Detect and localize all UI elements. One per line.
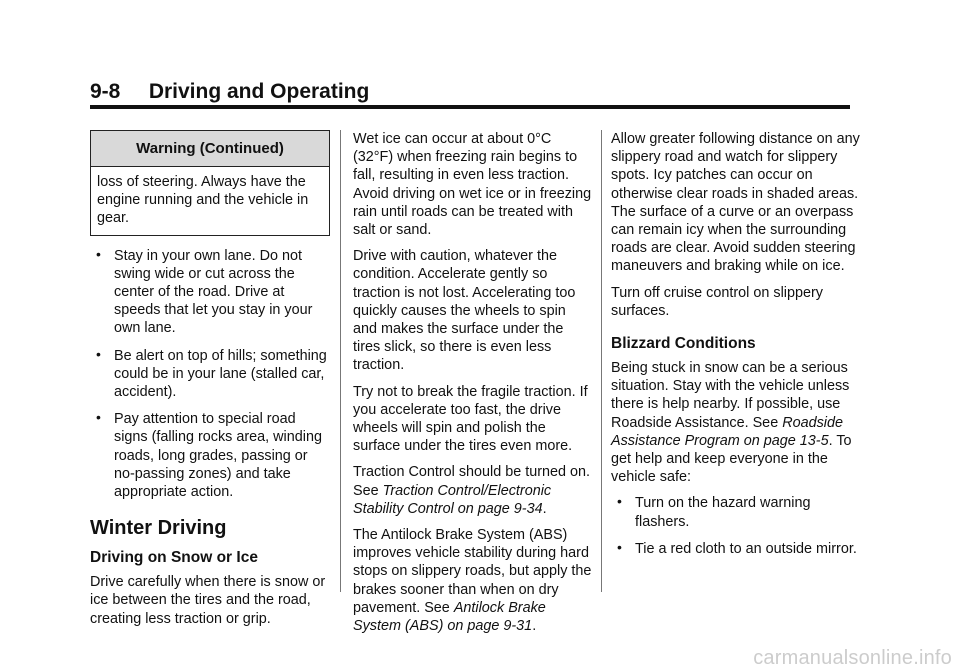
watermark-text: carmanualsonline.info (753, 647, 952, 669)
list-item: • Stay in your own lane. Do not swing wide or cut across the center of the road. Drive at speeds that let you stay in your own lane. (90, 247, 330, 338)
bullet-list-1 (90, 247, 330, 502)
chapter-title: Driving and Operating (148, 80, 370, 103)
cross-reference-link[interactable]: Roadside Assistance Program on page 13-5 (611, 414, 844, 449)
warning-box (90, 130, 330, 236)
warning-body: loss of steering. Always have the engine running and the vehicle in gear. (97, 174, 309, 227)
list-item: • Be alert on top of hills; something could be in your lane (stalled car, accident). (90, 347, 330, 402)
section-title: Winter Driving (90, 517, 227, 540)
subsection-title: Blizzard Conditions (611, 335, 756, 353)
paragraph-traction (353, 463, 593, 518)
paragraph-text: The Antilock Brake System (ABS) improves vehicle stability during hard stops on slippery roads, but apply the brakes sooner than when on dry pavement. See (353, 527, 592, 616)
column-2 (353, 130, 593, 643)
paragraph-text: Traction Control should be turned on. See (353, 464, 591, 499)
paragraph: Try not to break the fragile traction. If you accelerate too fast, the drive wheels will spin and polish the surface under the tires even more. (353, 383, 588, 455)
list-item: • Pay attention to special road signs (falling rocks area, winding roads, long grades, passing or no-passing zones) and take appropriate action. (90, 410, 330, 501)
list-item: • Tie a red cloth to an outside mirror. (611, 540, 861, 558)
cross-reference-link[interactable]: Traction Control/Electronic Stability Control on page 9-34 (353, 482, 552, 517)
paragraph-abs (353, 526, 593, 635)
paragraph: Drive with caution, whatever the condition. Accelerate gently so traction is not lost. Accelerating too quickly causes the wheels to spin and makes the surface under the tires slick, so there is even less traction. (353, 248, 576, 374)
subsection-title: Driving on Snow or Ice (90, 549, 258, 567)
list-item: • Turn on the hazard warning flashers. (611, 494, 861, 530)
column-1 (90, 130, 330, 636)
paragraph: Drive carefully when there is snow or ice between the tires and the road, creating less traction or grip. (90, 574, 326, 627)
paragraph-blizzard (611, 359, 861, 486)
page-number: 9-8 (90, 80, 121, 103)
paragraph-end: . (542, 500, 547, 517)
paragraph: Wet ice can occur at about 0°C (32°F) when freezing rain begins to fall, resulting in even less traction. Avoid driving on wet ice or in freezing rain until roads can be treated with salt or sand. (353, 131, 592, 239)
bullet-list-2 (611, 494, 861, 558)
paragraph: Allow greater following distance on any slippery road and watch for slippery spots. Icy patches can occur on otherwise clear roads in shaded areas. The surface of a curve or an overpass can remain icy when the surrounding roads are clear. Avoid sudden steering maneuvers and braking while on ice. (611, 131, 860, 275)
page-header (90, 80, 850, 109)
paragraph: Turn off cruise control on slippery surfaces. (611, 284, 823, 319)
paragraph-end: . To get help and keep everyone in the vehicle safe: (611, 432, 852, 486)
cross-reference-link[interactable]: Antilock Brake System (ABS) on page 9-31 (353, 599, 546, 635)
column-3 (611, 130, 861, 567)
warning-title: Warning (Continued) (91, 131, 329, 167)
paragraph-text: Being stuck in snow can be a serious situation. Stay with the vehicle unless there is help nearby. If possible, use Roadside Assistance. See (611, 360, 850, 431)
column-divider-1 (340, 130, 341, 592)
paragraph-end: . (532, 618, 537, 635)
column-divider-2 (601, 130, 602, 592)
